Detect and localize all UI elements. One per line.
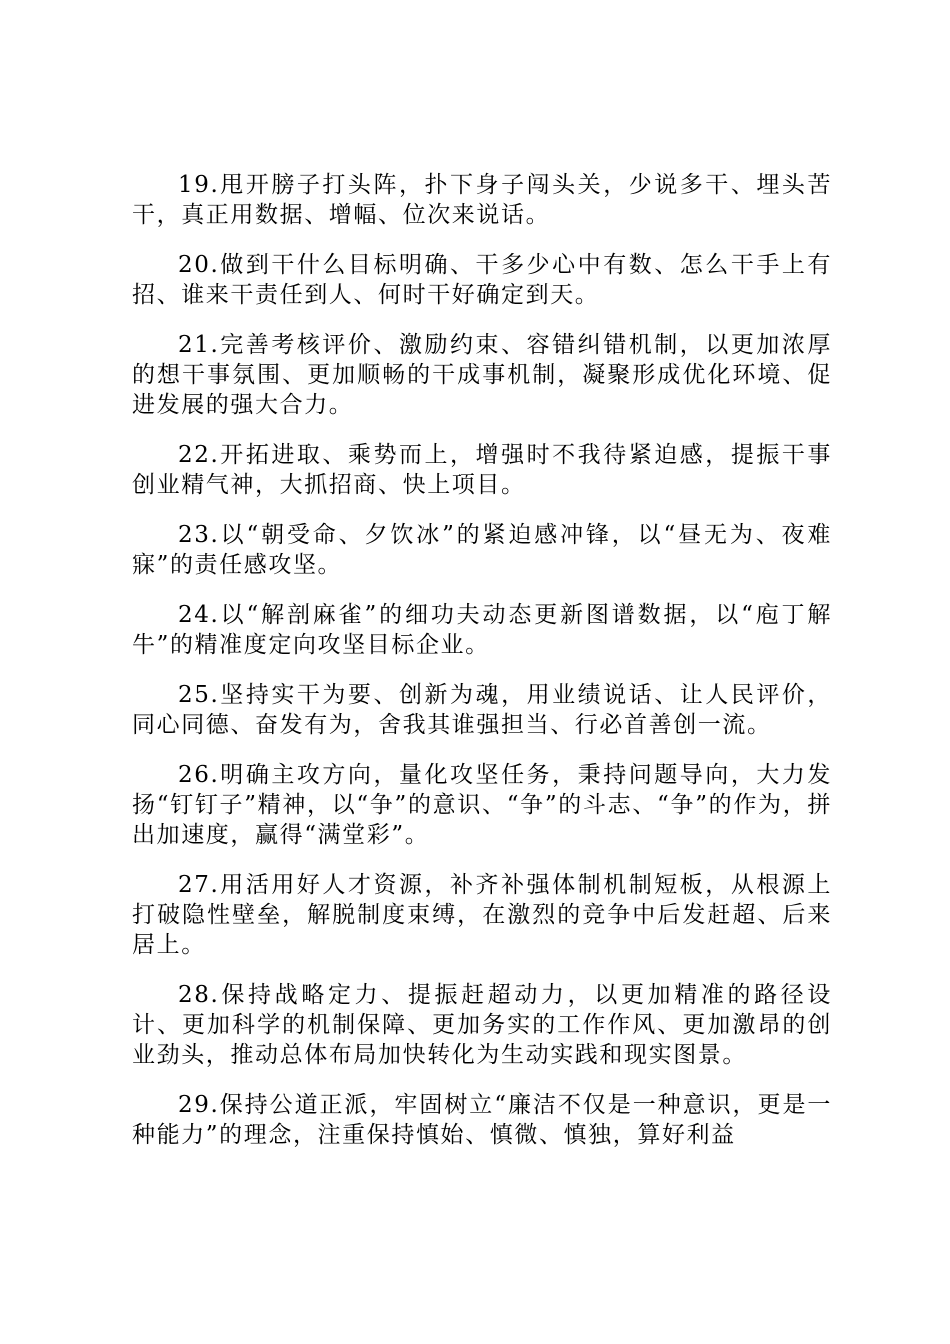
paragraph-19: 19.甩开膀子打头阵，扑下身子闯头关，少说多干、埋头苦干，真正用数据、增幅、位次来说话。 xyxy=(132,172,832,228)
paragraph-27: 27.用活用好人才资源，补齐补强体制机制短板，从根源上打破隐性壁垒，解脱制度束缚，在激烈的竞争中后发赶超、后来居上。 xyxy=(132,872,832,958)
paragraph-20: 20.做到干什么目标明确、干多少心中有数、怎么干手上有招、谁来干责任到人、何时干好确定到天。 xyxy=(132,252,832,308)
paragraph-28: 28.保持战略定力、提振赶超动力，以更加精准的路径设计、更加科学的机制保障、更加务实的工作作风、更加激昂的创业劲头，推动总体布局加快转化为生动实践和现实图景。 xyxy=(132,982,832,1068)
document-page xyxy=(132,170,832,1170)
paragraph-22: 22.开拓进取、乘势而上，增强时不我待紧迫感，提振干事创业精气神，大抓招商、快上项目。 xyxy=(132,442,832,498)
paragraph-24: 24.以“解剖麻雀”的细功夫动态更新图谱数据，以“庖丁解牛”的精准度定向攻坚目标企业。 xyxy=(132,602,832,658)
paragraph-26: 26.明确主攻方向，量化攻坚任务，秉持问题导向，大力发扬“钉钉子”精神，以“争”的意识、“争”的斗志、“争”的作为，拼出加速度，赢得“满堂彩”。 xyxy=(132,762,832,848)
paragraph-21: 21.完善考核评价、激励约束、容错纠错机制，以更加浓厚的想干事氛围、更加顺畅的干成事机制，凝聚形成优化环境、促进发展的强大合力。 xyxy=(132,332,832,418)
paragraph-25: 25.坚持实干为要、创新为魂，用业绩说话、让人民评价，同心同德、奋发有为，舍我其谁强担当、行必首善创一流。 xyxy=(132,682,832,738)
paragraph-29: 29.保持公道正派，牢固树立“廉洁不仅是一种意识，更是一种能力”的理念，注重保持慎始、慎微、慎独，算好利益 xyxy=(132,1092,832,1148)
paragraph-23: 23.以“朝受命、夕饮冰”的紧迫感冲锋，以“昼无为、夜难寐”的责任感攻坚。 xyxy=(132,522,832,578)
